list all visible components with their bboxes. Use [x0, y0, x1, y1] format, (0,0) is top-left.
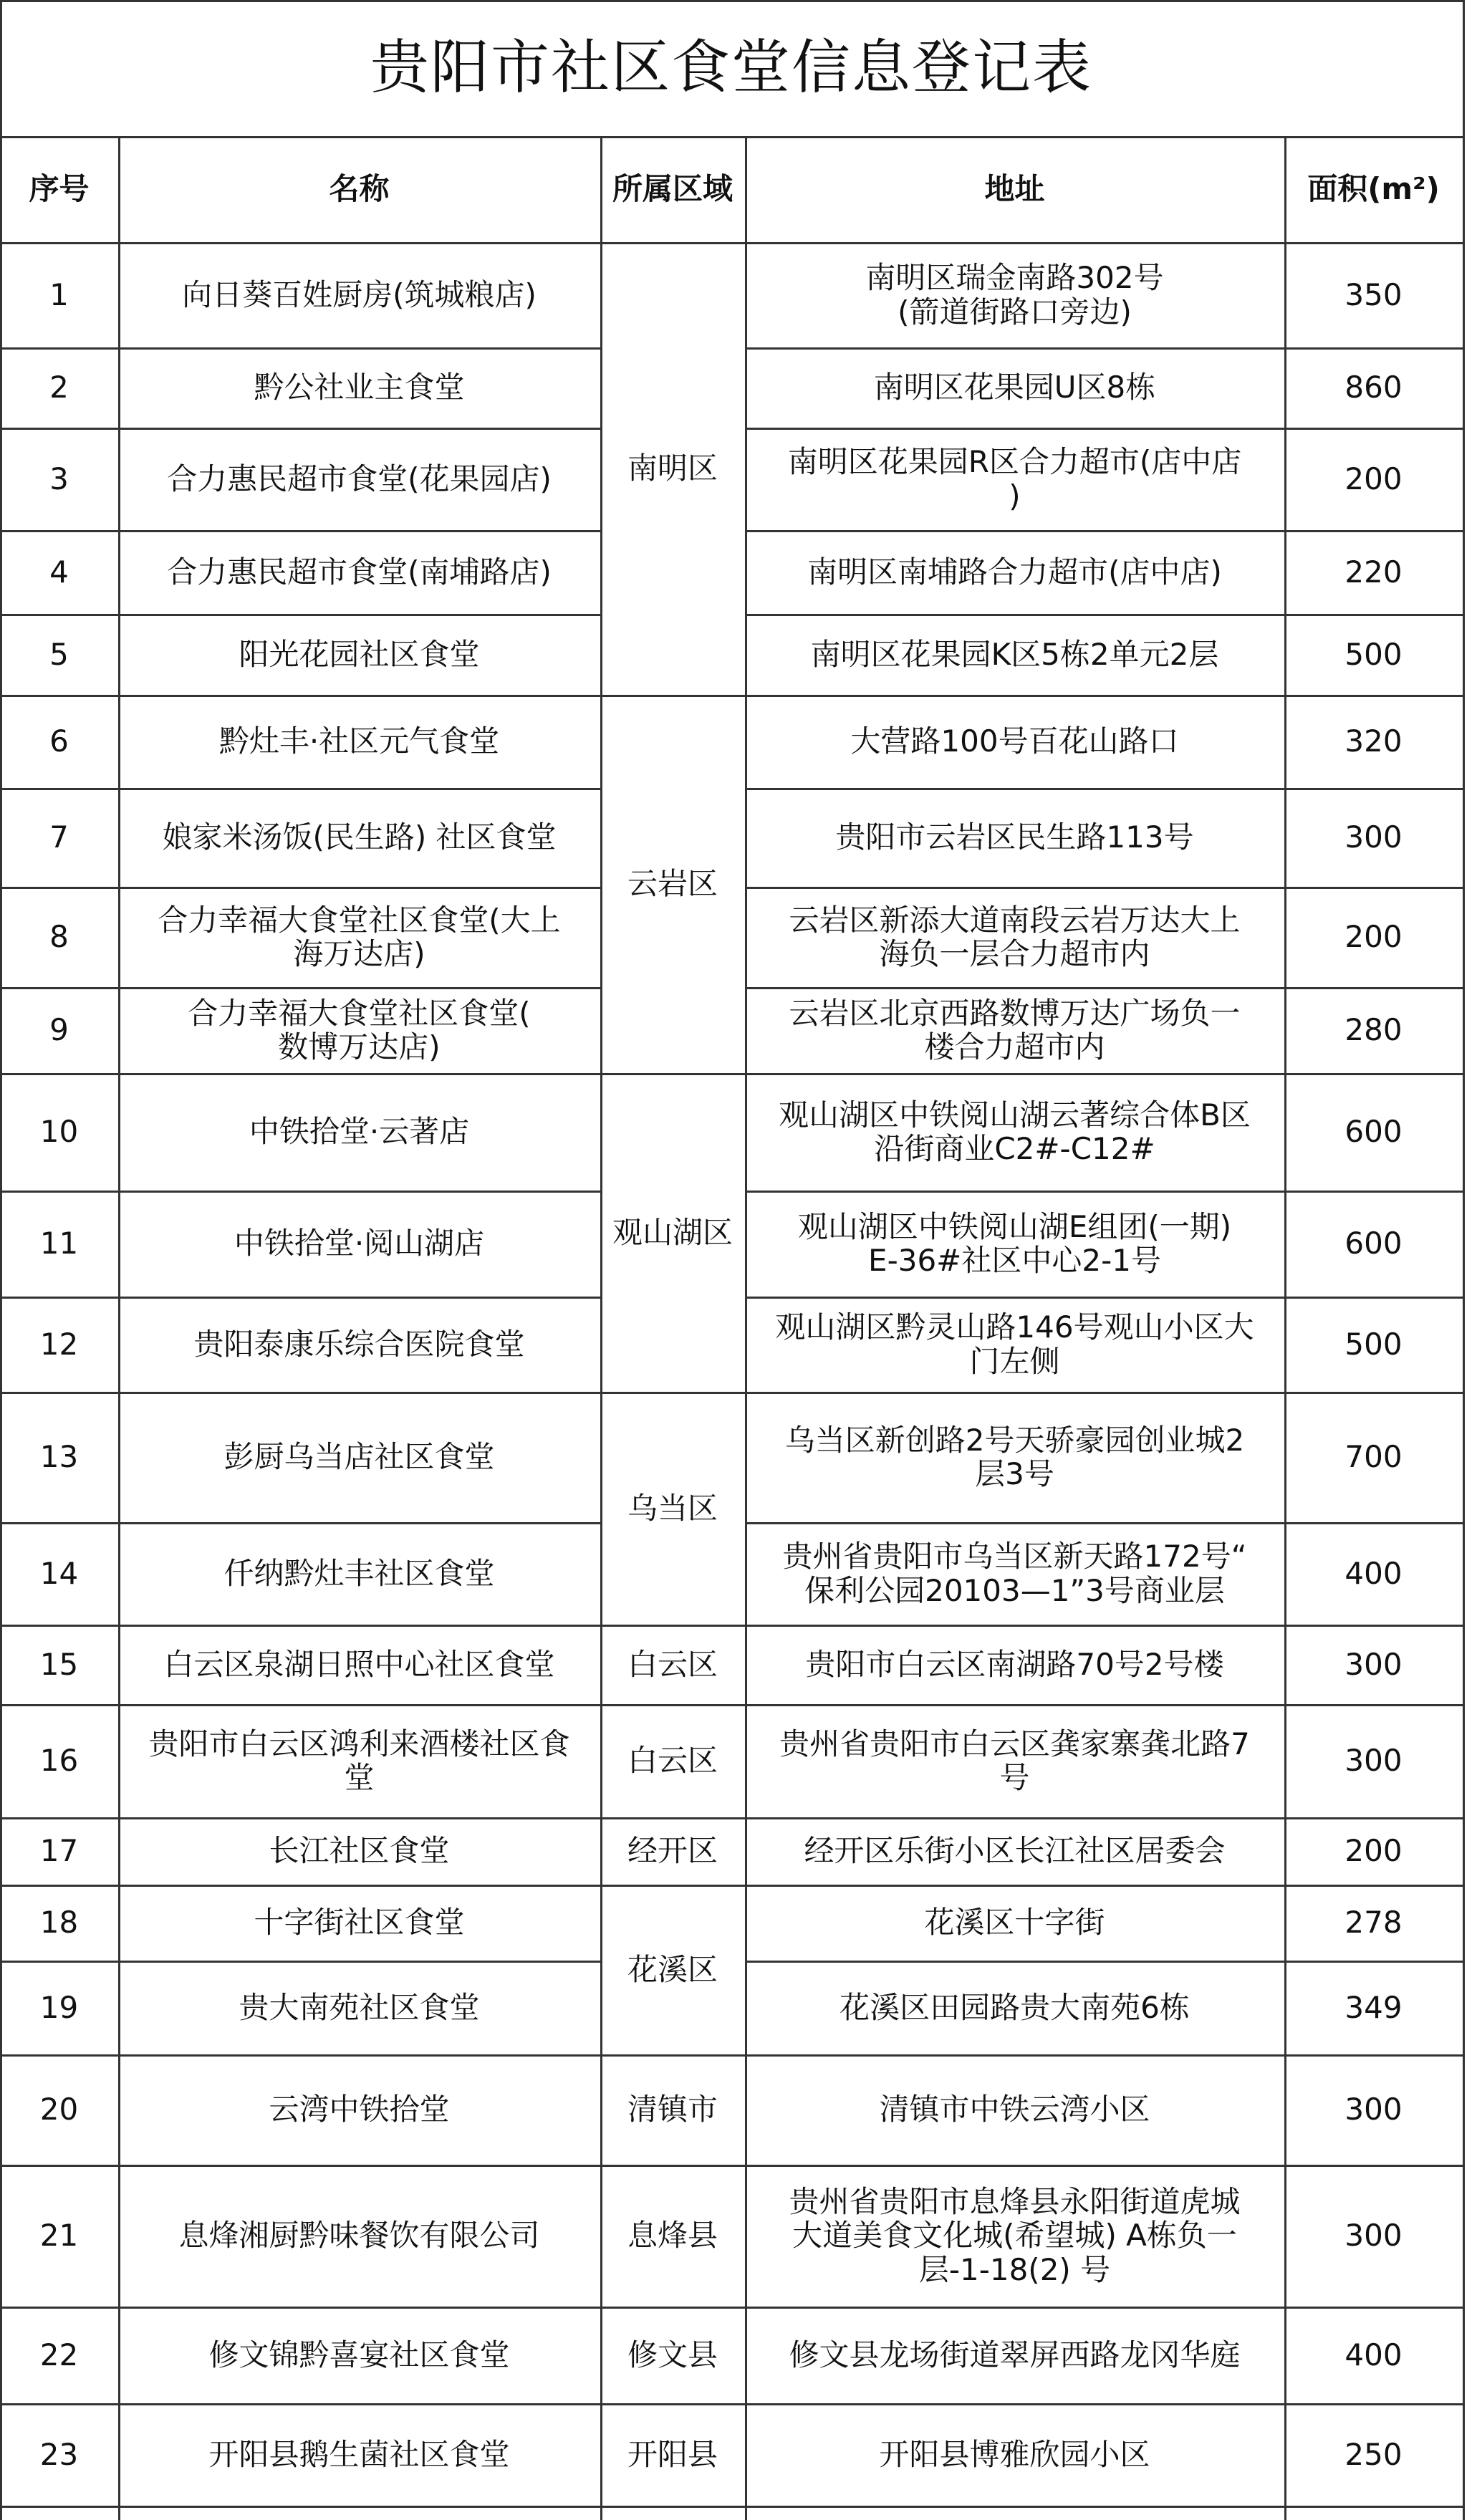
- row-divider: [0, 2165, 1463, 2167]
- table-border-right: [1463, 0, 1465, 2520]
- row-divider: [0, 1191, 600, 1193]
- header-name: 名称: [329, 171, 390, 207]
- row-no: 13: [39, 1439, 79, 1475]
- row-divider: [0, 2054, 1463, 2057]
- row-name: 贵阳泰康乐综合医院食堂: [193, 1326, 525, 1362]
- row-address: 经开区乐街小区长江社区居委会: [804, 1833, 1226, 1869]
- row-address: 贵阳市云岩区民生路113号: [835, 819, 1194, 855]
- row-divider: [0, 1885, 1463, 1887]
- district-cell: 白云区: [627, 1743, 718, 1779]
- district-cell: 花溪区: [627, 1951, 718, 1987]
- row-address: 贵州省贵阳市白云区龚家寨龚北路7 号: [779, 1726, 1250, 1795]
- row-area: 300: [1344, 2092, 1403, 2127]
- row-name: 十字街社区食堂: [254, 1905, 465, 1941]
- row-area: 200: [1344, 1833, 1403, 1869]
- row-name: 黔公社业主食堂: [254, 370, 465, 405]
- row-name: 中铁拾堂·阅山湖店: [234, 1226, 485, 1261]
- row-name: 合力惠民超市食堂(花果园店): [167, 461, 552, 496]
- row-area: 349: [1344, 1989, 1403, 2025]
- column-divider: [600, 136, 602, 2520]
- row-no: 21: [39, 2218, 79, 2254]
- row-area: 200: [1344, 461, 1403, 496]
- row-no: 2: [49, 370, 69, 405]
- district-cell: 修文县: [627, 2337, 718, 2372]
- row-address: 观山湖区中铁阅山湖云著综合体B区 沿街商业C2#-C12#: [779, 1097, 1251, 1166]
- district-cell: 开阳县: [627, 2436, 718, 2472]
- row-address: 观山湖区中铁阅山湖E组团(一期) E-36#社区中心2-1号: [797, 1208, 1232, 1278]
- row-name: 云湾中铁拾堂: [269, 2092, 450, 2127]
- row-no: 10: [39, 1114, 79, 1150]
- row-address: 花溪区十字街: [924, 1905, 1105, 1941]
- row-no: 23: [39, 2436, 79, 2472]
- row-divider: [0, 1297, 600, 1299]
- row-divider: [0, 1625, 1463, 1627]
- row-name: 贵阳市白云区鸿利来酒楼社区食 堂: [148, 1726, 570, 1795]
- row-area: 300: [1344, 2218, 1403, 2254]
- row-area: 300: [1344, 1743, 1403, 1779]
- row-no: 15: [39, 1646, 79, 1682]
- row-divider: [0, 2403, 1463, 2405]
- row-no: 8: [49, 919, 69, 955]
- row-address: 贵阳市白云区南湖路70号2号楼: [805, 1646, 1224, 1682]
- row-address: 南明区花果园K区5栋2单元2层: [810, 636, 1219, 672]
- row-divider: [0, 1073, 1463, 1075]
- row-divider: [0, 428, 600, 430]
- title-divider: [0, 136, 1463, 138]
- district-cell: 清镇市: [627, 2092, 718, 2127]
- row-divider: [0, 788, 600, 790]
- row-name: 中铁拾堂·云著店: [249, 1114, 470, 1150]
- row-name: 彭厨乌当店社区食堂: [223, 1439, 495, 1475]
- district-cell: 南明区: [627, 451, 718, 486]
- row-address: 南明区南埔路合力超市(店中店): [807, 554, 1222, 590]
- row-name: 合力幸福大食堂社区食堂( 数博万达店): [188, 995, 531, 1064]
- row-divider: [0, 1961, 600, 1963]
- district-cell: 息烽县: [627, 2218, 718, 2254]
- row-address: 云岩区北京西路数博万达广场负一 楼合力超市内: [789, 995, 1241, 1064]
- row-divider: [745, 614, 1463, 616]
- row-area: 220: [1344, 554, 1403, 590]
- row-name: 白云区泉湖日照中心社区食堂: [163, 1646, 555, 1682]
- column-divider: [745, 136, 747, 2520]
- row-name: 合力惠民超市食堂(南埔路店): [167, 554, 552, 590]
- row-name: 合力幸福大食堂社区食堂(大上 海万达店): [158, 902, 561, 971]
- header-area: 面积(m²): [1307, 171, 1440, 207]
- row-area: 300: [1344, 819, 1403, 855]
- row-divider: [0, 2506, 1463, 2508]
- row-name: 阳光花园社区食堂: [239, 636, 480, 672]
- row-no: 4: [49, 554, 69, 590]
- header-no: 序号: [29, 171, 90, 207]
- row-divider: [745, 530, 1463, 532]
- row-divider: [745, 788, 1463, 790]
- row-name: 贵大南苑社区食堂: [239, 1989, 480, 2025]
- row-no: 18: [39, 1905, 79, 1941]
- row-area: 350: [1344, 276, 1403, 312]
- row-divider: [0, 614, 600, 616]
- row-divider: [0, 347, 600, 350]
- row-no: 14: [39, 1555, 79, 1591]
- row-address: 贵州省贵阳市息烽县永阳街道虎城 大道美食文化城(希望城) A栋负一 层-1-18(2) 号: [789, 2184, 1241, 2287]
- district-cell: 白云区: [627, 1646, 718, 1682]
- row-no: 20: [39, 2092, 79, 2127]
- row-divider: [745, 428, 1463, 430]
- row-address: 贵州省贵阳市乌当区新天路172号“ 保利公园20103—1”3号商业层: [782, 1539, 1247, 1608]
- row-area: 600: [1344, 1114, 1403, 1150]
- row-divider: [0, 1817, 1463, 1819]
- row-no: 9: [49, 1012, 69, 1048]
- row-no: 16: [39, 1743, 79, 1779]
- column-divider: [1284, 136, 1286, 2520]
- table-border-top: [0, 0, 1463, 2]
- row-divider: [745, 887, 1463, 889]
- column-divider: [118, 136, 120, 2520]
- row-address: 观山湖区黔灵山路146号观山小区大 门左侧: [775, 1309, 1254, 1379]
- district-cell: 经开区: [627, 1833, 718, 1869]
- row-address: 云岩区新添大道南段云岩万达大上 海负一层合力超市内: [789, 902, 1241, 971]
- row-divider: [0, 1522, 600, 1524]
- row-no: 7: [49, 819, 69, 855]
- row-divider: [745, 987, 1463, 989]
- district-cell: 乌当区: [627, 1490, 718, 1526]
- header-address: 地址: [984, 171, 1045, 207]
- district-cell: 云岩区: [627, 866, 718, 902]
- row-name: 仟纳黔灶丰社区食堂: [223, 1555, 495, 1591]
- row-name: 开阳县鹅生菌社区食堂: [208, 2436, 510, 2472]
- page-title: 贵阳市社区食堂信息登记表: [370, 34, 1092, 102]
- row-divider: [0, 1704, 1463, 1706]
- row-address: 乌当区新创路2号天骄豪园创业城2 层3号: [784, 1422, 1245, 1491]
- row-name: 息烽湘厨黔味餐饮有限公司: [178, 2218, 540, 2254]
- row-area: 700: [1344, 1439, 1403, 1475]
- row-address: 花溪区田园路贵大南苑6栋: [839, 1989, 1190, 2025]
- row-name: 黔灶丰·社区元气食堂: [218, 723, 500, 759]
- table-border-left: [0, 0, 2, 2520]
- row-divider: [745, 347, 1463, 350]
- row-address: 南明区花果园R区合力超市(店中店 ): [787, 444, 1242, 514]
- row-address: 清镇市中铁云湾小区: [879, 2092, 1150, 2127]
- row-divider: [0, 2307, 1463, 2309]
- row-divider: [745, 1961, 1463, 1963]
- row-area: 300: [1344, 1646, 1403, 1682]
- row-address: 修文县龙场街道翠屏西路龙冈华庭: [789, 2337, 1241, 2372]
- row-divider: [0, 695, 1463, 697]
- row-name: 娘家米汤饭(民生路) 社区食堂: [162, 819, 557, 855]
- row-area: 860: [1344, 370, 1403, 405]
- row-area: 320: [1344, 723, 1403, 759]
- row-no: 5: [49, 636, 69, 672]
- row-no: 19: [39, 1989, 79, 2025]
- row-name: 向日葵百姓厨房(筑城粮店): [182, 276, 537, 312]
- row-area: 400: [1344, 2337, 1403, 2372]
- row-area: 500: [1344, 636, 1403, 672]
- row-area: 500: [1344, 1326, 1403, 1362]
- row-no: 22: [39, 2337, 79, 2372]
- row-divider: [0, 987, 600, 989]
- row-address: 开阳县博雅欣园小区: [879, 2436, 1150, 2472]
- header-district: 所属区域: [612, 171, 733, 207]
- row-divider: [745, 1297, 1463, 1299]
- row-no: 1: [49, 276, 69, 312]
- row-area: 400: [1344, 1555, 1403, 1591]
- row-area: 278: [1344, 1905, 1403, 1941]
- row-address: 大营路100号百花山路口: [850, 723, 1179, 759]
- row-no: 12: [39, 1326, 79, 1362]
- row-divider: [745, 1522, 1463, 1524]
- row-address: 南明区瑞金南路302号 (箭道街路口旁边): [865, 260, 1164, 330]
- district-cell: 观山湖区: [612, 1214, 733, 1250]
- row-divider: [745, 1191, 1463, 1193]
- row-area: 600: [1344, 1226, 1403, 1261]
- row-name: 长江社区食堂: [269, 1833, 450, 1869]
- row-divider: [0, 887, 600, 889]
- row-no: 11: [39, 1226, 79, 1261]
- row-address: 南明区花果园U区8栋: [873, 370, 1156, 405]
- row-no: 6: [49, 723, 69, 759]
- row-no: 17: [39, 1833, 79, 1869]
- row-area: 280: [1344, 1012, 1403, 1048]
- row-area: 200: [1344, 919, 1403, 955]
- row-area: 250: [1344, 2436, 1403, 2472]
- row-divider: [0, 530, 600, 532]
- row-name: 修文锦黔喜宴社区食堂: [208, 2337, 510, 2372]
- row-no: 3: [49, 461, 69, 496]
- header-divider: [0, 242, 1463, 244]
- row-divider: [0, 1392, 1463, 1394]
